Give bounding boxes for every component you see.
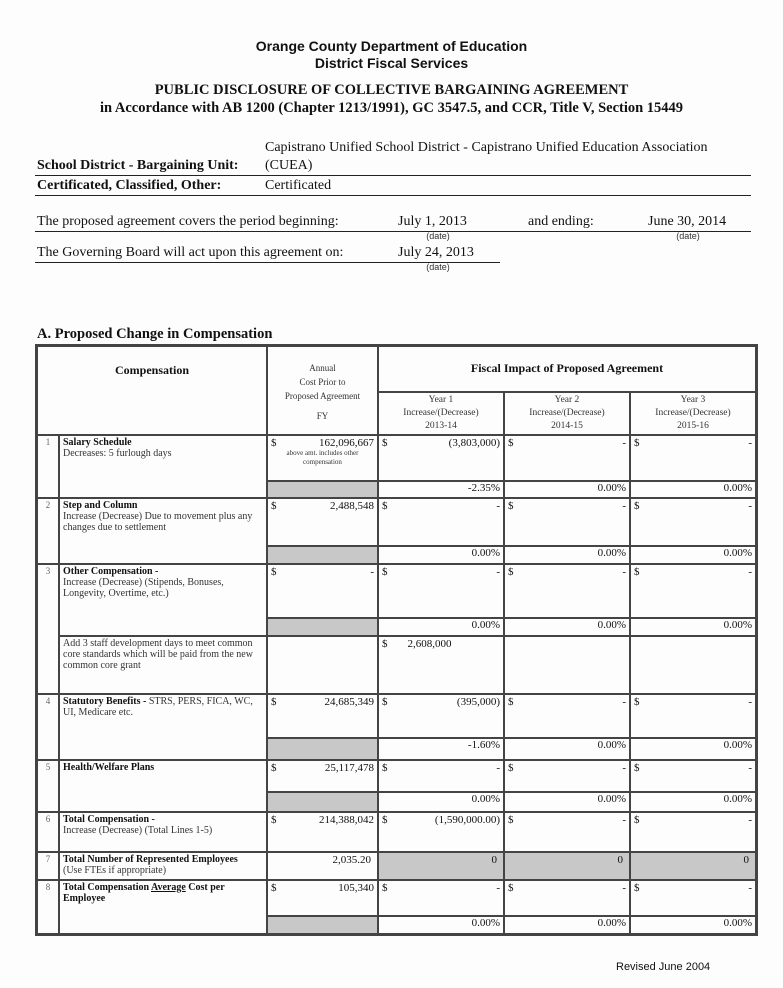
- annual-percent-cell: [267, 792, 378, 812]
- year-2-cell: [504, 852, 630, 880]
- row-desc: (Use FTEs if appropriate): [63, 864, 167, 876]
- percent-value: 0.00%: [597, 738, 626, 751]
- table-row: [37, 852, 757, 880]
- district-value-2: (CUEA): [265, 158, 313, 173]
- divider: [35, 231, 751, 232]
- amount-value: -: [370, 565, 374, 578]
- percent-value: 0.00%: [723, 481, 752, 494]
- header-compensation: Compensation: [37, 346, 268, 435]
- amount-cell: [508, 882, 626, 894]
- employee-count: 0: [491, 853, 497, 866]
- year-3-cell: [630, 564, 757, 618]
- row-desc: STRS, PERS, FICA, WC, UI, Medicare etc.: [63, 695, 253, 718]
- amount-value: 214,388,042: [319, 813, 374, 826]
- amount-cell: [271, 437, 374, 449]
- year-3-percent: [630, 481, 757, 498]
- dollar-sign: $: [634, 695, 640, 708]
- amount-value: 105,340: [338, 881, 374, 894]
- amount-value: -: [748, 565, 752, 578]
- dollar-sign: $: [382, 637, 388, 650]
- year-sub: Increase/(Decrease): [655, 407, 731, 418]
- row-extra-desc: Add 3 staff development days to meet common core standards which will be paid from the new common core grant: [59, 636, 267, 694]
- dollar-sign: $: [271, 436, 277, 449]
- amount-value: -: [748, 881, 752, 894]
- amount-note: above amt. includes other compensation: [286, 448, 359, 466]
- amount-value: -: [496, 881, 500, 894]
- annual-percent-cell: [267, 916, 378, 935]
- amount-cell: [634, 696, 752, 708]
- dollar-sign: $: [271, 881, 277, 894]
- dollar-sign: $: [271, 695, 277, 708]
- dollar-sign: $: [508, 761, 514, 774]
- amount-cell: [382, 638, 500, 650]
- row-number: 2: [37, 498, 60, 564]
- year-1-cell: [378, 564, 504, 618]
- divider: [35, 175, 751, 176]
- amount-cell: [634, 762, 752, 774]
- year-2-cell: [504, 564, 630, 618]
- row-title: Total Number of Represented Employees: [63, 853, 238, 865]
- year-3-percent: [630, 738, 757, 760]
- year-1-percent: [378, 481, 504, 498]
- doc-subtitle: in Accordance with AB 1200 (Chapter 1213/1991), GC 3547.5, and CCR, Title V, Section 15449: [99, 100, 684, 116]
- percent-value: 0.00%: [471, 618, 500, 631]
- table-row: [37, 880, 757, 916]
- row-desc: Increase (Decrease) (Total Lines 1-5): [63, 824, 213, 836]
- year-3-cell: [630, 694, 757, 738]
- year-3-cell: [630, 812, 757, 852]
- year-2-cell: [504, 760, 630, 792]
- table-row: [37, 564, 757, 618]
- row-desc: Increase (Decrease) (Stipends, Bonuses, Longevity, Overtime, etc.): [63, 576, 224, 599]
- board-date: July 24, 2013: [398, 245, 474, 260]
- annual-cell: [267, 564, 378, 618]
- year-2-cell: [504, 812, 630, 852]
- header-annual-line: Proposed Agreement: [284, 391, 361, 401]
- row-title: Step and Column: [63, 499, 138, 511]
- amount-cell: [382, 437, 500, 449]
- row-title: Health/Welfare Plans: [63, 761, 155, 773]
- year-sub: Increase/(Decrease): [403, 407, 479, 418]
- amount-cell: [382, 882, 500, 894]
- annual-cell: [267, 636, 378, 694]
- row-label: [59, 880, 267, 935]
- district-label: School District - Bargaining Unit:: [37, 158, 239, 173]
- date-caption: (date): [426, 231, 450, 241]
- row-title: Total Compensation -: [63, 813, 155, 825]
- percent-value: 0.00%: [723, 618, 752, 631]
- amount-value: -: [622, 499, 626, 512]
- percent-value: 0.00%: [723, 792, 752, 805]
- amount-value: -: [748, 813, 752, 826]
- amount-value: -: [496, 565, 500, 578]
- year-1-cell: [378, 694, 504, 738]
- amount-cell: [382, 500, 500, 512]
- year-2-cell: [504, 498, 630, 546]
- year-fy: 2015-16: [677, 420, 709, 431]
- percent-value: 0.00%: [723, 738, 752, 751]
- row-number: 5: [37, 760, 60, 812]
- row-number: 3: [37, 564, 60, 694]
- dollar-sign: $: [382, 565, 388, 578]
- year-1-cell: [378, 880, 504, 916]
- revised-note: Revised June 2004: [616, 961, 711, 973]
- year-3-cell: [630, 636, 757, 694]
- row-label: [59, 694, 267, 760]
- percent-value: 0.00%: [597, 618, 626, 631]
- amount-value: -: [622, 436, 626, 449]
- row-label: [59, 498, 267, 564]
- year-1-percent: [378, 546, 504, 564]
- row-title-underlined: Average: [150, 881, 186, 893]
- annual-percent-cell: [267, 618, 378, 636]
- dollar-sign: $: [382, 881, 388, 894]
- year-1-percent: [378, 618, 504, 636]
- year-2-cell: [504, 880, 630, 916]
- period-label: The proposed agreement covers the period beginning:: [37, 214, 339, 229]
- year-name: Year 2: [554, 394, 580, 405]
- amount-cell: [271, 500, 374, 512]
- dollar-sign: $: [508, 695, 514, 708]
- table-row: [37, 694, 757, 738]
- dollar-sign: $: [271, 499, 277, 512]
- amount-cell: [271, 882, 374, 894]
- year-1-percent: [378, 738, 504, 760]
- amount-cell: [634, 814, 752, 826]
- annual-cell: [267, 694, 378, 738]
- amount-value: 25,117,478: [324, 761, 374, 774]
- percent-value: 0.00%: [471, 916, 500, 929]
- dollar-sign: $: [508, 565, 514, 578]
- amount-cell: [508, 814, 626, 826]
- amount-cell: [382, 566, 500, 578]
- percent-value: 0.00%: [723, 546, 752, 559]
- dollar-sign: $: [634, 813, 640, 826]
- amount-value: -: [748, 436, 752, 449]
- doc-title: PUBLIC DISCLOSURE OF COLLECTIVE BARGAINING AGREEMENT: [154, 82, 629, 98]
- amount-value: (3,803,000): [448, 436, 500, 449]
- year-1-percent: [378, 792, 504, 812]
- percent-value: 0.00%: [597, 546, 626, 559]
- annual-percent-cell: [267, 546, 378, 564]
- divider: [35, 195, 751, 196]
- header-year-1: [378, 392, 504, 435]
- year-3-percent: [630, 618, 757, 636]
- dollar-sign: $: [634, 881, 640, 894]
- year-1-cell: [378, 812, 504, 852]
- annual-percent-cell: [267, 738, 378, 760]
- year-2-percent: [504, 916, 630, 935]
- header-annual-line: Annual: [309, 363, 336, 373]
- dollar-sign: $: [382, 436, 388, 449]
- year-3-cell: [630, 760, 757, 792]
- amount-cell: [271, 814, 374, 826]
- dollar-sign: $: [271, 761, 277, 774]
- amount-cell: [634, 500, 752, 512]
- amount-value: -: [622, 813, 626, 826]
- annual-cell: [267, 435, 378, 481]
- period-start: July 1, 2013: [398, 214, 467, 229]
- year-3-cell: [630, 498, 757, 546]
- row-desc: Decreases: 5 furlough days: [63, 447, 172, 459]
- row-number: 6: [37, 812, 60, 852]
- dollar-sign: $: [634, 499, 640, 512]
- district-value: Capistrano Unified School District - Capistrano Unified Education Association: [265, 140, 708, 155]
- compensation-table: [35, 344, 758, 936]
- header-annual-line: FY: [316, 411, 329, 421]
- amount-value: -: [622, 565, 626, 578]
- year-3-percent: [630, 792, 757, 812]
- amount-cell: [508, 566, 626, 578]
- type-value: Certificated: [265, 178, 332, 193]
- dollar-sign: $: [382, 695, 388, 708]
- row-number: 8: [37, 880, 60, 935]
- year-3-percent: [630, 546, 757, 564]
- year-fy: 2013-14: [425, 420, 457, 431]
- year-fy: 2014-15: [551, 420, 583, 431]
- row-title: Statutory Benefits -: [63, 695, 149, 707]
- header-year-3: [630, 392, 757, 435]
- year-3-percent: [630, 916, 757, 935]
- amount-cell: [271, 566, 374, 578]
- amount-value: (395,000): [456, 695, 500, 708]
- amount-value: -: [496, 761, 500, 774]
- row-number: 4: [37, 694, 60, 760]
- year-2-cell: [504, 694, 630, 738]
- type-label: Certificated, Classified, Other:: [37, 178, 222, 193]
- year-2-percent: [504, 546, 630, 564]
- amount-value: -: [622, 881, 626, 894]
- amount-value: (1,590,000.00): [434, 813, 500, 826]
- amount-cell: [382, 696, 500, 708]
- section-title: A. Proposed Change in Compensation: [37, 326, 273, 342]
- dollar-sign: $: [634, 436, 640, 449]
- percent-value: 0.00%: [597, 792, 626, 805]
- dollar-sign: $: [634, 761, 640, 774]
- percent-value: 0.00%: [471, 792, 500, 805]
- year-name: Year 3: [680, 394, 706, 405]
- row-title: Cost per Employee: [63, 881, 225, 904]
- amount-cell: [382, 814, 500, 826]
- percent-value: 0.00%: [597, 481, 626, 494]
- percent-value: 0.00%: [723, 916, 752, 929]
- row-label: [59, 852, 267, 880]
- year-1-cell: [378, 435, 504, 481]
- amount-cell: [271, 696, 374, 708]
- dollar-sign: $: [508, 436, 514, 449]
- amount-value: -: [748, 695, 752, 708]
- year-2-cell: [504, 636, 630, 694]
- amount-cell: [508, 762, 626, 774]
- table-row: [37, 498, 757, 546]
- table-row: [37, 760, 757, 792]
- annual-cell: [267, 812, 378, 852]
- annual-cell: [267, 880, 378, 916]
- row-label: [59, 435, 267, 498]
- amount-value: -: [748, 499, 752, 512]
- employee-count: 0: [617, 853, 623, 866]
- table-row: [37, 812, 757, 852]
- percent-value: 0.00%: [471, 546, 500, 559]
- annual-cell: [267, 498, 378, 546]
- amount-cell: [382, 762, 500, 774]
- employee-count: 2,035.20: [332, 853, 371, 866]
- amount-cell: [508, 500, 626, 512]
- amount-cell: [634, 437, 752, 449]
- row-title: Total Compensation: [63, 881, 151, 893]
- dollar-sign: $: [508, 881, 514, 894]
- year-1-percent: [378, 916, 504, 935]
- dollar-sign: $: [508, 813, 514, 826]
- ending-label: and ending:: [528, 214, 594, 229]
- year-2-percent: [504, 738, 630, 760]
- row-label: [59, 564, 267, 636]
- amount-value: -: [622, 761, 626, 774]
- amount-value: 162,096,667: [319, 436, 374, 449]
- header-fiscal-impact: Fiscal Impact of Proposed Agreement: [378, 346, 757, 392]
- header-annual-line: Cost Prior to: [299, 377, 346, 387]
- amount-value: 24,685,349: [324, 695, 374, 708]
- amount-cell: [508, 437, 626, 449]
- amount-value: 2,488,548: [330, 499, 374, 512]
- annual-cell: [267, 852, 378, 880]
- year-name: Year 1: [428, 394, 454, 405]
- amount-cell: [634, 882, 752, 894]
- annual-percent-cell: [267, 481, 378, 498]
- date-caption: (date): [676, 231, 700, 241]
- dollar-sign: $: [271, 813, 277, 826]
- employee-count: 0: [743, 853, 749, 866]
- header-year-2: [504, 392, 630, 435]
- year-2-percent: [504, 481, 630, 498]
- percent-value: -1.60%: [467, 738, 500, 751]
- table-row-extra: [37, 636, 757, 694]
- period-end: June 30, 2014: [648, 214, 727, 229]
- table-row: [37, 435, 757, 481]
- org-name: Orange County Department of Education: [255, 38, 528, 54]
- dollar-sign: $: [508, 499, 514, 512]
- date-caption: (date): [426, 262, 450, 272]
- year-1-cell: [378, 498, 504, 546]
- dollar-sign: $: [382, 761, 388, 774]
- dollar-sign: $: [382, 499, 388, 512]
- year-3-cell: [630, 852, 757, 880]
- year-2-percent: [504, 618, 630, 636]
- percent-value: 0.00%: [597, 916, 626, 929]
- row-label: [59, 812, 267, 852]
- row-label: [59, 760, 267, 812]
- year-2-cell: [504, 435, 630, 481]
- dollar-sign: $: [382, 813, 388, 826]
- amount-value: -: [496, 499, 500, 512]
- board-label: The Governing Board will act upon this agreement on:: [37, 245, 344, 260]
- year-1-cell: [378, 760, 504, 792]
- year-sub: Increase/(Decrease): [529, 407, 605, 418]
- amount-cell: [634, 566, 752, 578]
- amount-value: -: [748, 761, 752, 774]
- year-3-cell: [630, 435, 757, 481]
- amount-cell: [508, 696, 626, 708]
- dollar-sign: $: [271, 565, 277, 578]
- row-title: Salary Schedule: [63, 436, 132, 448]
- annual-cell: [267, 760, 378, 792]
- row-number: 7: [37, 852, 60, 880]
- percent-value: -2.35%: [467, 481, 500, 494]
- row-desc: Increase (Decrease) Due to movement plus any changes due to settlement: [63, 510, 253, 533]
- year-3-cell: [630, 880, 757, 916]
- amount-value: 2,608,000: [407, 637, 452, 650]
- year-2-percent: [504, 792, 630, 812]
- row-number: 1: [37, 435, 60, 498]
- amount-cell: [271, 762, 374, 774]
- amount-value: -: [622, 695, 626, 708]
- year-1-cell: [378, 636, 504, 694]
- header-annual: [267, 346, 378, 435]
- dollar-sign: $: [634, 565, 640, 578]
- dept-name: District Fiscal Services: [314, 55, 469, 71]
- year-1-cell: [378, 852, 504, 880]
- row-title: Other Compensation -: [63, 565, 159, 577]
